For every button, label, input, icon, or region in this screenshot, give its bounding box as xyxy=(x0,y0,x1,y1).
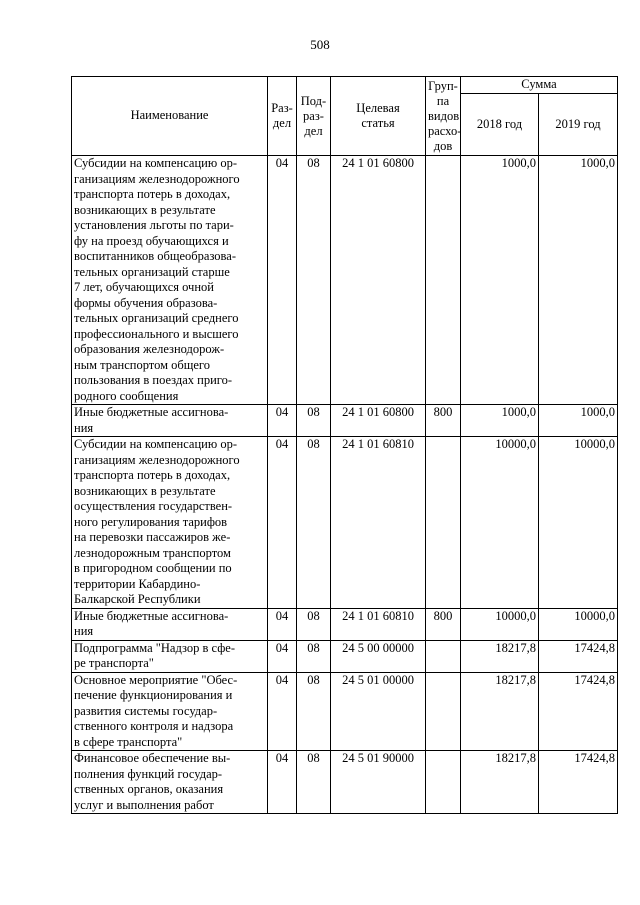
row-razdel: 04 xyxy=(268,751,297,814)
row-group: 800 xyxy=(426,405,461,437)
header-sum: Сумма xyxy=(461,77,618,94)
row-name-line: развития системы государ- xyxy=(74,703,218,718)
row-sum-2018: 10000,0 xyxy=(461,437,539,609)
table-row xyxy=(72,608,618,640)
row-name-line: возникающих в результате xyxy=(74,483,216,498)
row-group xyxy=(426,156,461,405)
row-group: 800 xyxy=(426,608,461,640)
row-name xyxy=(72,751,268,814)
row-name-line: ганизациям железнодорожного xyxy=(74,171,240,186)
row-podrazdel: 08 xyxy=(297,405,331,437)
row-target: 24 1 01 60800 xyxy=(331,156,426,405)
row-group xyxy=(426,751,461,814)
row-name-line: услуг и выполнения работ xyxy=(74,797,214,812)
table-row xyxy=(72,672,618,751)
row-name-line: Подпрограмма "Надзор в сфе- xyxy=(74,640,236,655)
row-sum-2018: 1000,0 xyxy=(461,405,539,437)
row-razdel: 04 xyxy=(268,640,297,672)
row-sum-2018: 1000,0 xyxy=(461,156,539,405)
row-name-line: печение функционирования и xyxy=(74,688,233,702)
row-name-line: пользования в поездах приго- xyxy=(74,373,233,387)
row-target: 24 5 00 00000 xyxy=(331,640,426,672)
row-name-line: формы обучения образова- xyxy=(74,295,218,310)
row-name-line: фу на проезд обучающихся и xyxy=(74,233,229,248)
row-podrazdel: 08 xyxy=(297,437,331,609)
row-name-line: Основное мероприятие "Обес- xyxy=(74,672,238,687)
row-razdel: 04 xyxy=(268,608,297,640)
row-name-line: Иные бюджетные ассигнова- xyxy=(74,405,229,419)
header-razdel: Раз- дел xyxy=(268,77,297,156)
row-sum-2018: 10000,0 xyxy=(461,608,539,640)
row-name-line: транспорта потерь в доходах, xyxy=(74,468,231,482)
row-name-line: тельных организаций старше xyxy=(74,264,230,279)
row-name-line: Иные бюджетные ассигнова- xyxy=(74,608,229,623)
row-name-line: Балкарской Республики xyxy=(74,592,201,606)
budget-table xyxy=(71,76,618,814)
row-group xyxy=(426,640,461,672)
row-name-line: ственного контроля и надзора xyxy=(74,719,234,733)
row-name-line: в сфере транспорта" xyxy=(74,734,183,749)
table-row xyxy=(72,405,618,437)
row-name-line: ре транспорта" xyxy=(74,656,154,670)
row-razdel: 04 xyxy=(268,405,297,437)
row-target: 24 1 01 60810 xyxy=(331,608,426,640)
row-target: 24 5 01 90000 xyxy=(331,751,426,814)
row-name-line: лезнодорожным транспортом xyxy=(74,545,231,560)
table-row xyxy=(72,640,618,672)
row-name-line: осуществления государствен- xyxy=(74,499,233,513)
header-group: Груп- па видов расхо- дов xyxy=(426,77,461,156)
row-razdel: 04 xyxy=(268,672,297,751)
header-year-2019: 2019 год xyxy=(539,94,618,156)
row-sum-2019: 17424,8 xyxy=(539,672,618,751)
table-row xyxy=(72,437,618,609)
row-name xyxy=(72,672,268,751)
row-target: 24 5 01 00000 xyxy=(331,672,426,751)
row-name-line: Субсидии на компенсацию ор- xyxy=(74,437,237,451)
row-sum-2018: 18217,8 xyxy=(461,640,539,672)
row-name-line: ным транспортом общего xyxy=(74,357,210,372)
header-year-2018: 2018 год xyxy=(461,94,539,156)
row-name xyxy=(72,437,268,609)
row-name-line: возникающих в результате xyxy=(74,202,216,217)
row-sum-2018: 18217,8 xyxy=(461,751,539,814)
row-sum-2019: 17424,8 xyxy=(539,751,618,814)
row-name-line: полнения функций государ- xyxy=(74,766,223,781)
row-podrazdel: 08 xyxy=(297,640,331,672)
row-name-line: родного сообщения xyxy=(74,388,179,403)
header-name: Наименование xyxy=(72,77,268,156)
row-name xyxy=(72,405,268,437)
row-sum-2018: 18217,8 xyxy=(461,672,539,751)
row-podrazdel: 08 xyxy=(297,751,331,814)
page-number: 508 xyxy=(310,37,330,52)
row-sum-2019: 17424,8 xyxy=(539,640,618,672)
row-sum-2019: 10000,0 xyxy=(539,437,618,609)
header-target: Целевая статья xyxy=(331,77,426,156)
row-name-line: 7 лет, обучающихся очной xyxy=(74,280,214,294)
header-podrazdel: Под- раз- дел xyxy=(297,77,331,156)
row-razdel: 04 xyxy=(268,156,297,405)
row-group xyxy=(426,672,461,751)
row-razdel: 04 xyxy=(268,437,297,609)
row-name-line: ния xyxy=(74,624,94,638)
row-name xyxy=(72,640,268,672)
row-podrazdel: 08 xyxy=(297,156,331,405)
row-name-line: на перевозки пассажиров же- xyxy=(74,530,231,544)
row-name-line: ного регулирования тарифов xyxy=(74,514,228,529)
row-name-line: территории Кабардино- xyxy=(74,576,201,591)
row-name-line: в пригородном сообщении по xyxy=(74,561,232,575)
row-podrazdel: 08 xyxy=(297,672,331,751)
row-name-line: ственных органов, оказания xyxy=(74,782,224,796)
row-target: 24 1 01 60800 xyxy=(331,405,426,437)
row-sum-2019: 10000,0 xyxy=(539,608,618,640)
row-name-line: тельных организаций среднего xyxy=(74,311,239,325)
table-header xyxy=(72,77,618,156)
row-target: 24 1 01 60810 xyxy=(331,437,426,609)
table-row xyxy=(72,751,618,814)
row-group xyxy=(426,437,461,609)
row-name-line: транспорта потерь в доходах, xyxy=(74,187,231,201)
row-sum-2019: 1000,0 xyxy=(539,405,618,437)
row-name-line: ния xyxy=(74,420,94,435)
row-sum-2019: 1000,0 xyxy=(539,156,618,405)
row-name-line: профессионального и высшего xyxy=(74,326,239,341)
row-name xyxy=(72,608,268,640)
row-podrazdel: 08 xyxy=(297,608,331,640)
table-row xyxy=(72,156,618,405)
row-name-line: воспитанников общеобразова- xyxy=(74,249,237,263)
row-name-line: Финансовое обеспечение вы- xyxy=(74,751,231,765)
table-body xyxy=(72,156,618,814)
row-name xyxy=(72,156,268,405)
row-name-line: ганизациям железнодорожного xyxy=(74,452,240,467)
row-name-line: Субсидии на компенсацию ор- xyxy=(74,156,237,170)
row-name-line: установления льготы по тари- xyxy=(74,218,234,232)
row-name-line: образования железнодорож- xyxy=(74,342,225,356)
